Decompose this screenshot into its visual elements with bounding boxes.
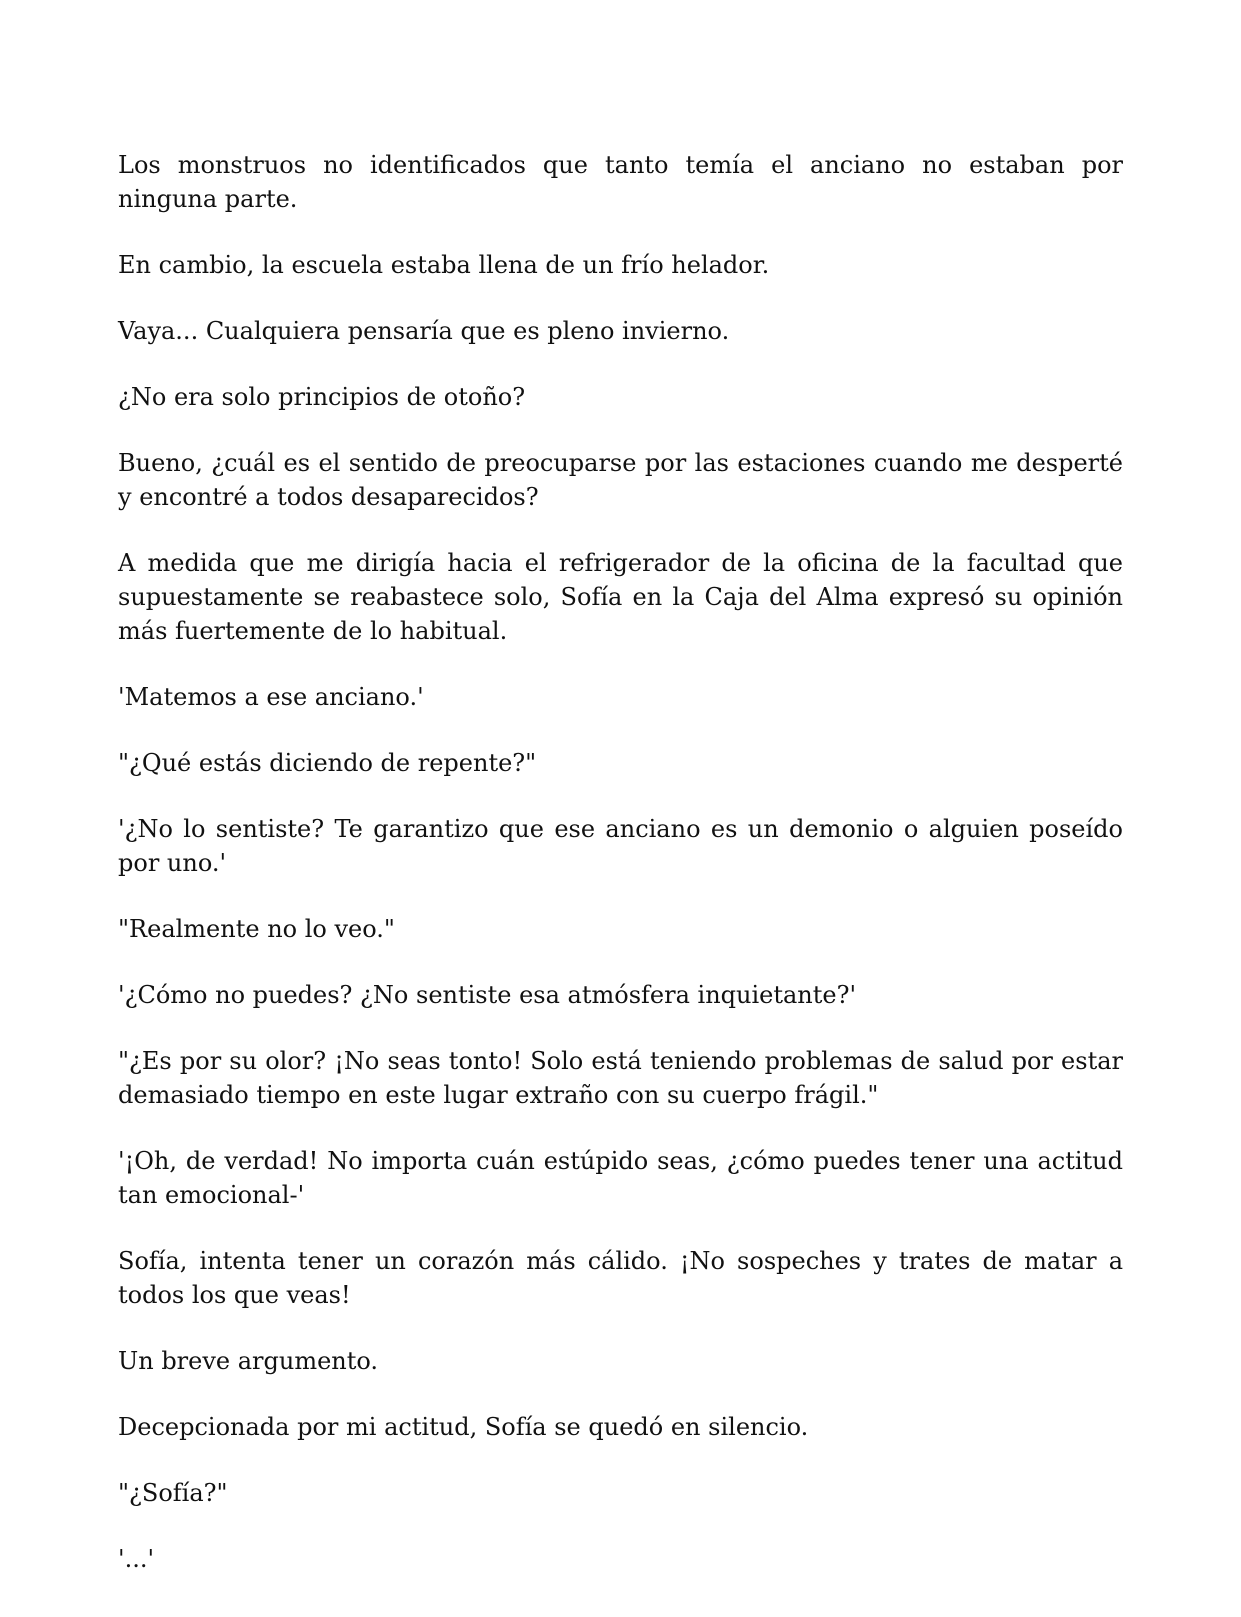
paragraph: 'Matemos a ese anciano.' [118,683,424,711]
paragraph: Bueno, ¿cuál es el sentido de preocuparse por las estaciones cuando me desperté y encontré a todos desaparecidos? [118,449,1123,511]
paragraph: En cambio, la escuela estaba llena de un frío helador. [118,251,770,279]
paragraph: "Realmente no lo veo." [118,915,395,943]
paragraph: "¿Qué estás diciendo de repente?" [118,749,537,777]
paragraph: '...' [118,1545,155,1573]
paragraph: Vaya... Cualquiera pensaría que es pleno invierno. [118,317,730,345]
paragraph: Los monstruos no identificados que tanto temía el anciano no estaban por ninguna parte. [118,151,1123,213]
paragraph: Decepcionada por mi actitud, Sofía se quedó en silencio. [118,1413,809,1441]
document-body [118,148,1123,1608]
paragraph: '¿Cómo no puedes? ¿No sentiste esa atmósfera inquietante?' [118,981,857,1009]
paragraph: '¡Oh, de verdad! No importa cuán estúpido seas, ¿cómo puedes tener una actitud tan emocional-' [118,1147,1123,1209]
paragraph: "¿Es por su olor? ¡No seas tonto! Solo está teniendo problemas de salud por estar demasiado tiempo en este lugar extraño con su cuerpo frágil." [118,1047,1123,1109]
paragraph: ¿No era solo principios de otoño? [118,383,526,411]
paragraph: Un breve argumento. [118,1347,379,1375]
paragraph: '¿No lo sentiste? Te garantizo que ese anciano es un demonio o alguien poseído por uno.' [118,815,1123,877]
paragraph: Sofía, intenta tener un corazón más cálido. ¡No sospeches y trates de matar a todos los que veas! [118,1247,1123,1309]
paragraph: "¿Sofía?" [118,1479,228,1507]
paragraph: A medida que me dirigía hacia el refrigerador de la oficina de la facultad que supuestamente se reabastece solo, Sofía en la Caja del Alma expresó su opinión más fuertemente de lo habitual. [118,549,1123,645]
